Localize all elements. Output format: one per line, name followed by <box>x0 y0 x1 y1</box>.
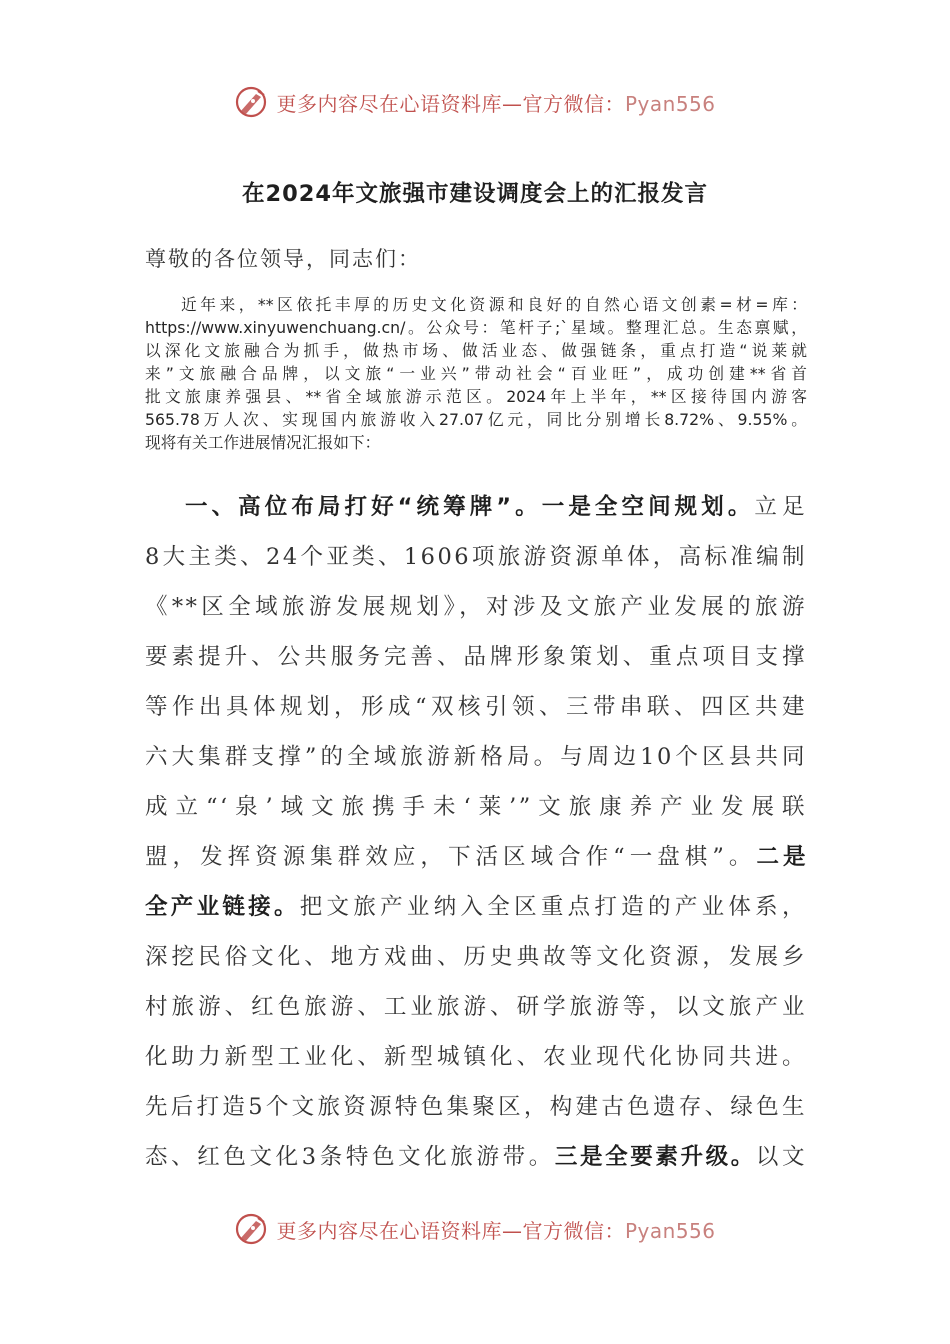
section-heading: 一、高位布局打好“统筹牌”。一是全空间规划。 <box>185 494 755 520</box>
body-line: 等作出具体规划，形成“双核引领、三带串联、四区共建 <box>145 694 807 720</box>
banner-text: 更多内容尽在心语资料库—官方微信：Pyan556 <box>276 1218 716 1243</box>
header-banner <box>0 82 950 122</box>
body-line: 先后打造5个文旅资源特色集聚区，构建古色遗存、绿色生 <box>145 1094 807 1120</box>
intro-line: https://www.xinyuwenchuang.cn/。公众号：笔杆子;`星域。整理汇总。生态禀赋， <box>145 318 807 337</box>
body-paragraph <box>145 482 807 1182</box>
body-line: 六大集群支撑”的全域旅游新格局。与周边10个区县共同 <box>145 744 807 770</box>
document-title: 在2024年文旅强市建设调度会上的汇报发言 <box>241 181 709 207</box>
wechat-id: Pyan556 <box>624 91 716 116</box>
body-line: 盟，发挥资源集群效应，下活区域合作“一盘棋”。二是 <box>145 844 807 870</box>
intro-paragraph <box>145 293 807 454</box>
body-line: 深挖民俗文化、地方戏曲、历史典故等文化资源，发展乡 <box>145 944 807 970</box>
wechat-id: Pyan556 <box>624 1218 716 1243</box>
pen-nib-circle-icon <box>234 1212 268 1246</box>
intro-line: 现将有关工作进展情况汇报如下： <box>145 433 381 452</box>
body-line: 要素提升、公共服务完善、品牌形象策划、重点项目支撑 <box>145 644 807 670</box>
intro-line: 来”文旅融合品牌，以文旅“一业兴”带动社会“百业旺”，成功创建**省首 <box>145 364 807 383</box>
subheading: 二是 <box>756 844 807 870</box>
body-line: 《**区全域旅游发展规划》，对涉及文旅产业发展的旅游 <box>145 594 807 620</box>
intro-line: 近年来，**区依托丰厚的历史文化资源和良好的自然心语文创素=材=库： <box>181 295 807 314</box>
body-line: 8大主类、24个亚类、1606项旅游资源单体，高标准编制 <box>145 544 807 570</box>
body-line: 化助力新型工业化、新型城镇化、农业现代化协同共进。 <box>145 1044 807 1070</box>
banner-text: 更多内容尽在心语资料库—官方微信：Pyan556 <box>276 91 716 116</box>
subheading: 全产业链接。 <box>145 894 300 920</box>
body-line: 成立“‘泉’域文旅携手未‘莱’”文旅康养产业发展联 <box>145 794 807 820</box>
footer-banner <box>0 1209 950 1249</box>
body-line: 态、红色文化3条特色文化旅游带。三是全要素升级。以文 <box>145 1144 807 1170</box>
intro-line: 批文旅康养强县、**省全域旅游示范区。2024年上半年，**区接待国内游客 <box>145 387 807 406</box>
intro-line: 565.78万人次、实现国内旅游收入27.07亿元，同比分别增长8.72%、9.55%。 <box>145 410 807 429</box>
intro-line: 以深化文旅融合为抓手，做热市场、做活业态、做强链条，重点打造“说莱就 <box>145 341 807 360</box>
subheading: 三是全要素升级。 <box>554 1144 756 1170</box>
body-line: 村旅游、红色旅游、工业旅游、研学旅游等，以文旅产业 <box>145 994 807 1020</box>
body-line: 一、高位布局打好“统筹牌”。一是全空间规划。立足 <box>185 494 807 520</box>
greeting: 尊敬的各位领导，同志们： <box>145 247 421 271</box>
pen-nib-circle-icon <box>234 85 268 119</box>
body-line: 全产业链接。把文旅产业纳入全区重点打造的产业体系， <box>145 894 807 920</box>
